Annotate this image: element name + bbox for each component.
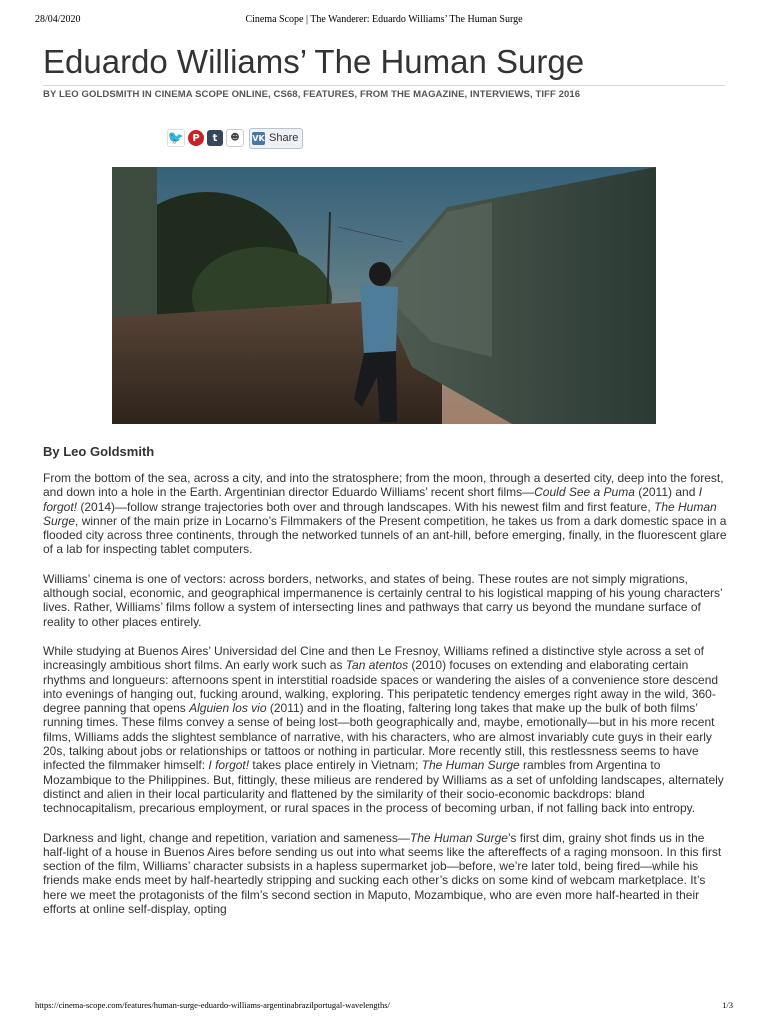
film-title: The Human Surge	[43, 499, 717, 528]
paragraph-text: Williams’ cinema is one of vectors: across borders, networks, and states of being. These routes are not simply migrations, although social, economic, and geographical impermanence is certainly central to his logistical mapping of his young characters’ lives. Rather, Williams’ films follow a system of intersecting lines and pathways that carry us beyond the mundane surface of reality to other places entirely.	[43, 571, 723, 629]
paragraph-text: (2011) and in the floating, faltering long takes that make up the bulk of both films’ running times. These films convey a sense of being lost—both geographically and, maybe, emotionally—but in his more recent films, Williams adds the slightest semblance of narrative, with his characters, who are almost invariably cute guys in their early 20s, talking about jobs or relationships or tattoos or nothing in particular. More recently still, this restlessness seems to have infected the filmmaker himself:	[43, 701, 715, 773]
tumblr-icon[interactable]: t	[207, 130, 223, 146]
article-byline[interactable]: BY LEO GOLDSMITH IN CINEMA SCOPE ONLINE, CS68, FEATURES, FROM THE MAGAZINE, INTERVIEWS, TIFF 2016	[43, 85, 725, 100]
article-paragraph	[43, 831, 728, 917]
paragraph-text: From the bottom of the sea, across a city, and into the stratosphere; from the moon, through a deserted city, deep into the forest, and down into a hole in the Earth. Argentinian director Eduardo Williams’ recent short films—	[43, 471, 724, 500]
paragraph-text: rambles from Argentina to Mozambique to the Philippines. But, fittingly, these milieus are rendered by Williams as a set of unfolding landscapes, alternately distinct and alien in their local particularity and flattened by the similarity of their socio-economic backdrops: bland technocapitalism, precarious employment, or rural spaces in the process of becoming urban, if not falling back into entropy.	[43, 758, 724, 816]
paragraph-text: (2010) focuses on extending and elaborating certain rhythms and longueurs: afternoons spent in interstitial roadside spaces or wandering the aisles of a convenience store descend into evenings of hanging out, fucking around, walking, exploring. This peripatetic tendency emerges right away in the wild, 360-degree panning that opens	[43, 658, 719, 716]
article-paragraph	[43, 471, 728, 557]
author-name: By Leo Goldsmith	[43, 444, 155, 459]
article-paragraph	[43, 644, 728, 816]
paragraph-text: Darkness and light, change and repetition, variation and sameness—	[43, 830, 410, 845]
paragraph-text: , winner of the main prize in Locarno’s Filmmakers of the Present competition, he takes us from a dark domestic space in a flooded city across three continents, through the networked tunnels of an ant-hill, before emerging, finally, in the fluorescent glare of a lab for inspecting tablet computers.	[43, 513, 727, 557]
paragraph-text: (2011) and	[634, 485, 699, 500]
film-title: I forgot!	[43, 485, 703, 514]
twitter-icon[interactable]: 🐦	[167, 130, 185, 146]
print-page-title: Cinema Scope | The Wanderer: Eduardo Williams’ The Human Surge	[245, 14, 523, 25]
film-title: The Human Surge	[421, 758, 520, 773]
film-still	[112, 167, 656, 424]
film-title: Tan atentos	[345, 658, 409, 673]
paragraph-text: ’s first dim, grainy shot finds us in the half-light of a house in Buenos Aires before sending us out into what seems like the aftereffects of a raging monsoon. In this first section of the film, Williams’ character subsists in a hapless supermarket job—before, we’re later told, being fired—while his friends make ends meet by half-heartedly stripping and sucking each other’s dicks on some kind of webcam marketplace. It’s here we meet the protagonists of the film’s second section in Maputo, Mozambique, who are even more half-hearted in their efforts at online self-display, opting	[43, 830, 722, 917]
hero-image	[112, 167, 656, 424]
paragraph-text: (2014)—follow strange trajectories both over and through landscapes. With his newest film and first feature,	[77, 499, 654, 514]
article-title: Eduardo Williams’ The Human Surge	[43, 43, 585, 80]
film-title: Could See a Puma	[534, 485, 635, 500]
pinterest-icon[interactable]: P	[188, 130, 204, 146]
share-button-label: Share	[269, 132, 299, 144]
share-bar	[167, 128, 303, 148]
reddit-icon[interactable]: ☻	[226, 129, 244, 147]
film-title: I forgot!	[208, 758, 250, 773]
share-button[interactable]	[249, 128, 303, 149]
article-paragraph	[43, 572, 728, 629]
paragraph-text: takes place entirely in Vietnam;	[249, 758, 422, 773]
print-page-number: 1/3	[722, 1000, 733, 1010]
film-title: The Human Surge	[409, 830, 508, 845]
article-body	[43, 471, 728, 931]
print-date: 28/04/2020	[35, 14, 81, 25]
vk-icon: VK	[252, 133, 265, 143]
print-url: https://cinema-scope.com/features/human-surge-eduardo-williams-argentinabrazilportugal-wavelengths/	[35, 1000, 390, 1010]
film-title: Alguien los vio	[189, 701, 267, 716]
paragraph-text: While studying at Buenos Aires’ Universidad del Cine and then Le Fresnoy, Williams refined a distinctive style across a set of increasingly ambitious short films. An early work such as	[43, 643, 704, 673]
